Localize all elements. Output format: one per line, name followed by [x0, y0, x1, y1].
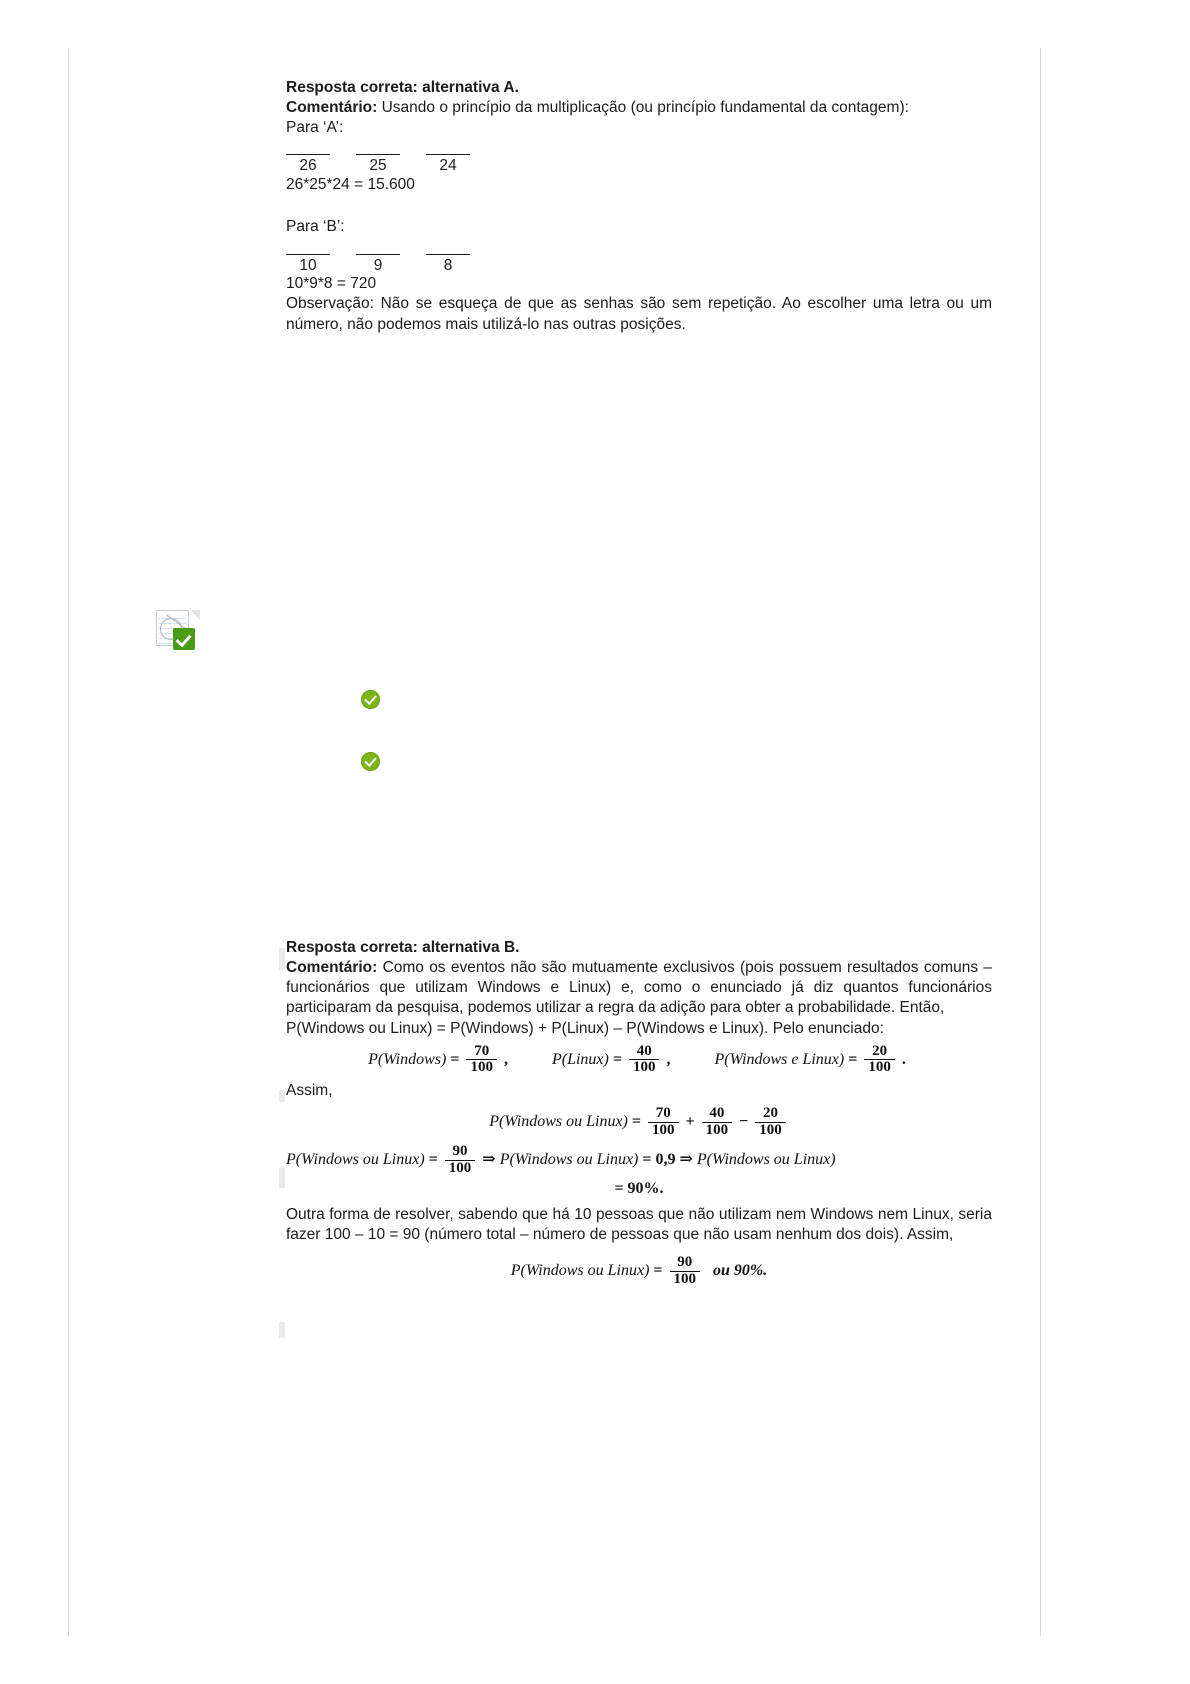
result-lhs: P(Windows ou Linux) [286, 1150, 425, 1168]
slot-a-1 [286, 154, 330, 175]
scan-smudge [279, 1090, 285, 1102]
slot-diagram-a [286, 154, 992, 175]
slot-value: 10 [299, 256, 317, 274]
prob-2-fraction [629, 1044, 660, 1077]
page-fold-icon [190, 610, 200, 620]
percent-line-row [286, 1179, 992, 1200]
prob-3-fraction [864, 1044, 895, 1077]
denominator: 100 [702, 1122, 733, 1139]
check-circle-icon [361, 752, 380, 771]
denominator: 100 [629, 1059, 660, 1076]
answer-b-assim-label: Assim, [286, 1082, 333, 1100]
slot-line-icon [426, 254, 470, 255]
denominator: 100 [864, 1059, 895, 1076]
result-formula [286, 1144, 992, 1177]
sum-formula [286, 1106, 992, 1139]
answer-block-a [286, 78, 992, 335]
final-formula [286, 1255, 992, 1288]
slot-value: 8 [443, 256, 453, 274]
slot-b-3 [426, 254, 470, 275]
prob-1-label: P(Windows) [368, 1050, 447, 1068]
denominator: 100 [670, 1271, 701, 1288]
final-eq: = [653, 1262, 663, 1280]
answer-a-para-a-label: Para ‘A’: [286, 119, 344, 137]
final-fraction [670, 1255, 701, 1288]
result-eq-2: = [642, 1150, 652, 1168]
slot-line-icon [286, 254, 330, 255]
sum-eq: = [631, 1113, 642, 1131]
slot-value: 24 [439, 157, 457, 175]
result-mid: P(Windows ou Linux) [499, 1150, 639, 1168]
answer-b-comment-label: Comentário: [286, 959, 378, 977]
document-check-icon [154, 604, 200, 650]
answer-a-heading: Resposta correta: alternativa A. [286, 79, 519, 96]
result-eq: = [428, 1150, 438, 1168]
answer-block-b [286, 938, 992, 1293]
slot-a-3 [426, 154, 470, 175]
slot-value: 9 [373, 256, 383, 274]
numerator: 20 [763, 1105, 779, 1122]
numerator: 90 [452, 1142, 468, 1159]
answer-b-comment-text: Como os eventos não são mutuamente exclusivos (pois possuem resultados comuns – funcionários que utilizam Windows e Linux) e, como o enunciado já diz quantos funcionários participaram da pesquisa, podemos utilizar a regra da adição para obter a probabilidade. Então, [286, 959, 992, 1017]
prob-3-label: P(Windows e Linux) [714, 1050, 845, 1068]
result-percent-line: = 90%. [614, 1180, 664, 1198]
result-fraction [445, 1144, 476, 1177]
denominator: 100 [466, 1059, 497, 1076]
page-rule-right [1040, 48, 1041, 1636]
answer-b-alt-text: Outra forma de resolver, sabendo que há 10 pessoas que não utilizam nem Windows nem Linux, seria fazer 100 – 10 = 90 (número total – número de pessoas que não usam nenhum dos dois). Assim, [286, 1206, 992, 1244]
answer-a-comment-label: Comentário: [286, 99, 378, 117]
numerator: 40 [636, 1042, 652, 1059]
answer-b-comment [286, 958, 992, 1018]
slot-line-icon [426, 154, 470, 155]
sum-term-1 [648, 1106, 679, 1139]
slot-line-icon [286, 154, 330, 155]
prob-2-label: P(Linux) [551, 1050, 609, 1068]
scan-smudge [279, 1168, 285, 1188]
answer-a-comment [286, 98, 992, 118]
numerator: 70 [474, 1042, 490, 1059]
numerator: 70 [655, 1105, 671, 1122]
result-arrow-2: ⇒ [679, 1150, 693, 1168]
sum-lhs: P(Windows ou Linux) [489, 1113, 628, 1131]
numerator: 40 [709, 1105, 725, 1122]
probability-definitions: P(Windows) = $\frac{70}{100}$ , P(Linux) = $\frac{40}{100}$ , P(Windows e Linux) = $\frac{20}{100}$ . [368, 1042, 906, 1076]
answer-b-formula-line: P(Windows ou Linux) = P(Windows) + P(Linux) – P(Windows e Linux). Pelo enunciado: [286, 1019, 884, 1037]
scan-smudge [279, 948, 285, 970]
slot-value: 26 [299, 157, 317, 175]
numerator: 20 [872, 1042, 888, 1059]
answer-a-observation: Observação: Não se esqueça de que as senhas são sem repetição. Ao escolher uma letra ou um número, não podemos mais utilizá-lo nas outras posições. [286, 295, 992, 333]
prob-1-tail: , [503, 1050, 508, 1068]
denominator: 100 [755, 1122, 786, 1139]
green-check-box-icon [173, 628, 195, 650]
denominator: 100 [648, 1122, 679, 1139]
prob-1-fraction [466, 1044, 497, 1077]
final-tail: ou 90%. [713, 1262, 768, 1280]
denominator: 100 [445, 1160, 476, 1177]
result-arrow-1: ⇒ [482, 1150, 496, 1168]
prob-2-tail: , [666, 1050, 671, 1068]
result-tail: P(Windows ou Linux) [696, 1150, 836, 1168]
slot-b-2 [356, 254, 400, 275]
slot-line-icon [356, 254, 400, 255]
final-lhs: P(Windows ou Linux) [510, 1262, 650, 1280]
check-circle-icon [361, 690, 380, 709]
slot-value: 25 [369, 157, 387, 175]
slot-line-icon [356, 154, 400, 155]
result-value: 0,9 [655, 1150, 676, 1168]
page-rule-left [68, 48, 69, 1636]
answer-a-product-b: 10*9*8 = 720 [286, 275, 377, 293]
sum-term-2 [702, 1106, 733, 1139]
answer-a-comment-text: Usando o princípio da multiplicação (ou princípio fundamental da contagem): [377, 99, 909, 117]
slot-b-1 [286, 254, 330, 275]
scan-smudge [279, 1322, 285, 1338]
sum-op-2: + [685, 1113, 695, 1131]
slot-diagram-b [286, 254, 992, 275]
slot-a-2 [356, 154, 400, 175]
spacer [286, 195, 992, 217]
numerator: 90 [677, 1254, 693, 1271]
answer-b-heading: Resposta correta: alternativa B. [286, 939, 520, 956]
sum-term-3 [755, 1106, 786, 1139]
sum-op-3: − [739, 1113, 749, 1131]
answer-a-para-b-label: Para ‘B’: [286, 218, 345, 236]
answer-a-product-a: 26*25*24 = 15.600 [286, 176, 415, 194]
prob-3-tail: . [901, 1050, 906, 1068]
